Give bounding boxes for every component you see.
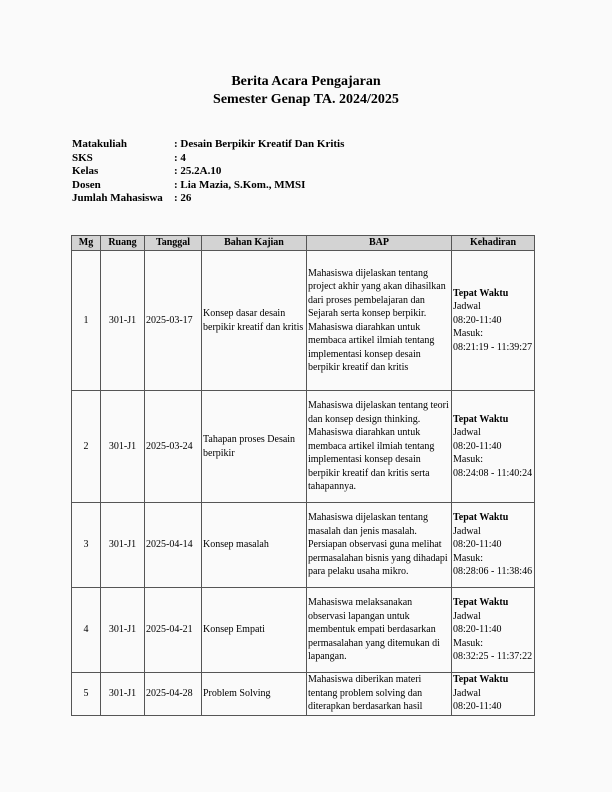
- attendance-status: Tepat Waktu: [453, 413, 509, 425]
- attendance-status: Tepat Waktu: [453, 287, 509, 299]
- table-row: [72, 503, 535, 588]
- column-header-bap: BAP: [307, 236, 452, 251]
- cell-tanggal: 2025-03-17: [145, 251, 202, 391]
- cell-bap: Mahasiswa melaksanakan observasi lapangan untuk membentuk empati berdasarkan permasalahan yang ditemukan di lapangan.: [307, 588, 452, 673]
- page-subtitle: Semester Genap TA. 2024/2025: [213, 92, 399, 107]
- schedule-label: Jadwal: [453, 525, 481, 537]
- info-label: Jumlah Mahasiswa: [72, 192, 163, 204]
- table-row: [72, 251, 535, 391]
- checkin-label: Masuk:: [453, 552, 483, 564]
- info-row-kelas: [72, 165, 344, 179]
- schedule-label: Jadwal: [453, 687, 481, 699]
- cell-bap: Mahasiswa diberikan materi tentang problem solving dan diterapkan berdasarkan hasil: [307, 673, 452, 716]
- attendance-status: Tepat Waktu: [453, 597, 509, 609]
- checkin-label: Masuk:: [453, 637, 483, 649]
- cell-ruang: 301-J1: [101, 251, 145, 391]
- schedule-label: Jadwal: [453, 610, 481, 622]
- cell-tanggal: 2025-04-21: [145, 588, 202, 673]
- column-header-tanggal: Tanggal: [145, 236, 202, 251]
- cell-kehadiran: [452, 588, 535, 673]
- column-header-kehadiran: Kehadiran: [452, 236, 535, 251]
- checkin-time: 08:24:08 - 11:40:24: [453, 467, 533, 479]
- info-value: : 4: [174, 151, 186, 164]
- cell-mg: 1: [72, 251, 101, 391]
- cell-ruang: 301-J1: [101, 588, 145, 673]
- table-row: [72, 391, 535, 503]
- cell-kehadiran: [452, 391, 535, 503]
- schedule-time: 08:20-11:40: [453, 624, 502, 636]
- cell-bap: Mahasiswa dijelaskan tentang project akhir yang akan dihasilkan dari proses pembelajaran dan Sejarah serta konsep berpikir. Mahasiswa diarahkan untuk membaca artikel ilmiah tentang implementasi konsep desain berpikir kreatif dan kritis: [307, 251, 452, 391]
- column-header-ruang: Ruang: [101, 236, 145, 251]
- checkin-time: 08:21:19 - 11:39:27: [453, 341, 533, 353]
- teaching-record-table: [71, 235, 535, 716]
- cell-ruang: 301-J1: [101, 673, 145, 716]
- schedule-time: 08:20-11:40: [453, 701, 502, 712]
- cell-mg: 4: [72, 588, 101, 673]
- cell-mg: 5: [72, 673, 101, 716]
- cell-bap: Mahasiswa dijelaskan tentang masalah dan jenis masalah. Persiapan observasi guna melihat permasalahan bisnis yang dihadapi para pelaku usaha mikro.: [307, 503, 452, 588]
- cell-bahan-kajian: Konsep dasar desain berpikir kreatif dan kritis: [202, 251, 307, 391]
- cell-bahan-kajian: Problem Solving: [202, 673, 307, 716]
- info-value: : 26: [174, 192, 192, 204]
- info-label: SKS: [72, 151, 93, 164]
- info-value: : 25.2A.10: [174, 165, 222, 177]
- info-label: Matakuliah: [72, 138, 128, 150]
- checkin-label: Masuk:: [453, 454, 483, 466]
- info-label: Dosen: [72, 178, 101, 191]
- page-title: Berita Acara Pengajaran: [231, 74, 381, 89]
- checkin-time: 08:32:25 - 11:37:22: [453, 651, 533, 663]
- attendance-status: Tepat Waktu: [453, 674, 509, 685]
- course-info: [72, 138, 344, 206]
- cell-kehadiran: [452, 673, 535, 716]
- schedule-time: 08:20-11:40: [453, 314, 502, 326]
- schedule-time: 08:20-11:40: [453, 539, 502, 551]
- cell-bahan-kajian: Tahapan proses Desain berpikir: [202, 391, 307, 503]
- cell-ruang: 301-J1: [101, 503, 145, 588]
- table-row: [72, 588, 535, 673]
- info-value: : Lia Mazia, S.Kom., MMSI: [174, 178, 306, 191]
- cell-bahan-kajian: Konsep Empati: [202, 588, 307, 673]
- schedule-label: Jadwal: [453, 301, 481, 313]
- column-header-bahan-kajian: Bahan Kajian: [202, 236, 307, 251]
- checkin-label: Masuk:: [453, 328, 483, 340]
- cell-tanggal: 2025-04-14: [145, 503, 202, 588]
- info-row-sks: [72, 152, 344, 166]
- cell-tanggal: 2025-04-28: [145, 673, 202, 716]
- checkin-time: 08:28:06 - 11:38:46: [453, 566, 533, 578]
- info-value: : Desain Berpikir Kreatif Dan Kritis: [174, 138, 345, 150]
- cell-bap: Mahasiswa dijelaskan tentang teori dan konsep design thinking. Mahasiswa diarahkan untuk membaca artikel ilmiah tentang implementasi konsep desain berpikir kreatif dan kritis serta tahapannya.: [307, 391, 452, 503]
- table-header-row: [72, 236, 535, 251]
- schedule-label: Jadwal: [453, 427, 481, 439]
- info-row-dosen: [72, 179, 344, 193]
- cell-mg: 3: [72, 503, 101, 588]
- schedule-time: 08:20-11:40: [453, 440, 502, 452]
- cell-ruang: 301-J1: [101, 391, 145, 503]
- cell-tanggal: 2025-03-24: [145, 391, 202, 503]
- table-row: [72, 673, 535, 716]
- info-label: Kelas: [72, 165, 99, 177]
- column-header-mg: Mg: [72, 236, 101, 251]
- cell-bahan-kajian: Konsep masalah: [202, 503, 307, 588]
- cell-kehadiran: [452, 251, 535, 391]
- attendance-status: Tepat Waktu: [453, 512, 509, 524]
- info-row-jumlah-mahasiswa: [72, 192, 344, 206]
- cell-mg: 2: [72, 391, 101, 503]
- cell-kehadiran: [452, 503, 535, 588]
- info-row-matakuliah: [72, 138, 344, 152]
